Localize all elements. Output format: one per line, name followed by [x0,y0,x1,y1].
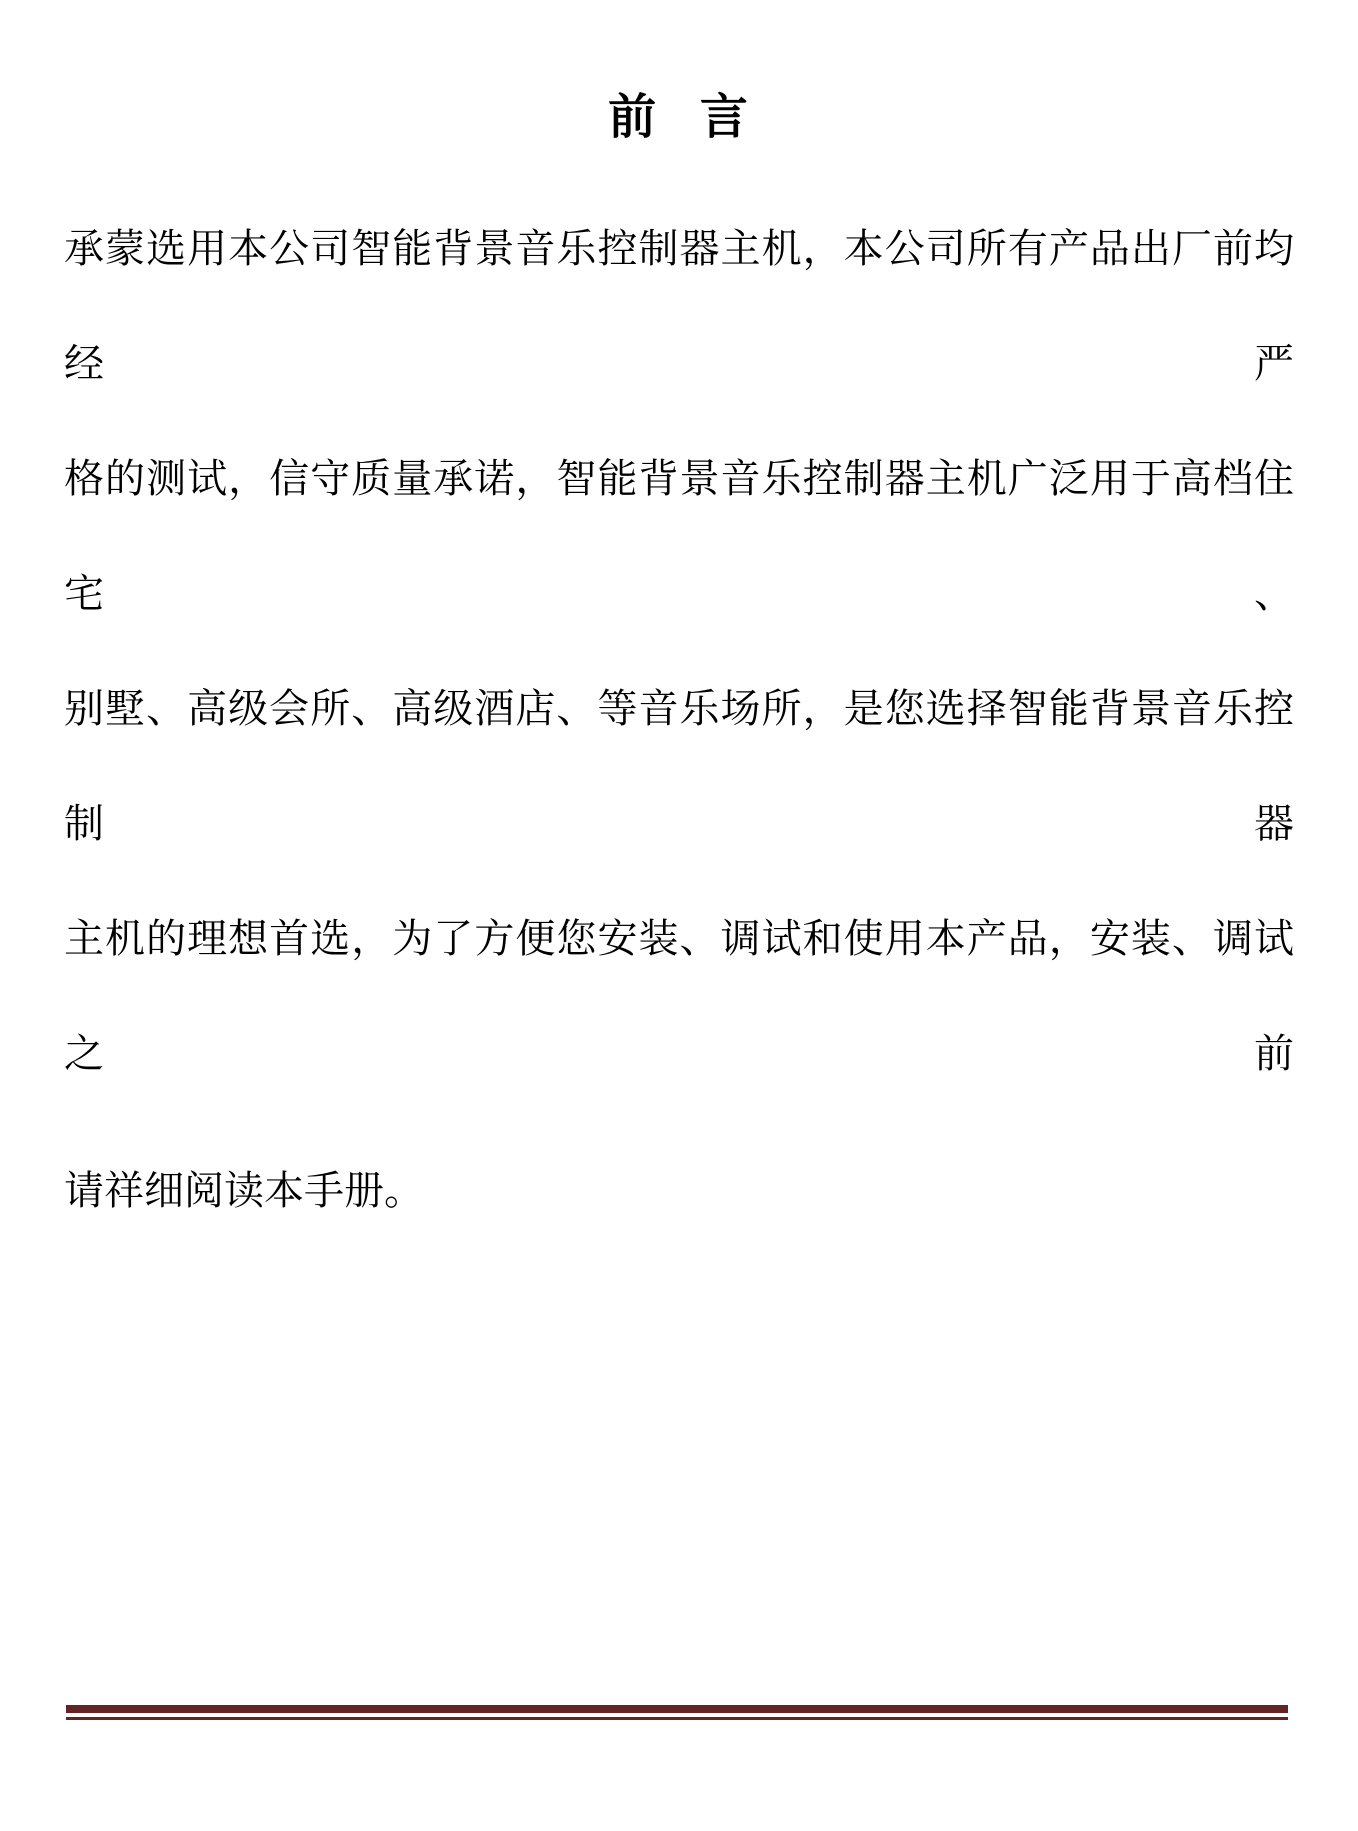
body-line: 请祥细阅读本手册。 [64,1169,424,1213]
body-line: 格的测试，信守质量承诺，智能背景音乐控制器主机广泛用于高档住宅、 [64,457,1294,616]
page-title: 前 言 [608,91,750,144]
body-line: 别墅、高级会所、高级酒店、等音乐场所，是您选择智能背景音乐控制器 [64,687,1294,846]
footer-border [66,1705,1288,1720]
body-line: 承蒙选用本公司智能背景音乐控制器主机，本公司所有产品出厂前均经严 [64,227,1294,386]
footer-rule-thick [66,1705,1288,1713]
footer-rule-thin [66,1717,1288,1720]
preface-paragraph [64,192,1294,1249]
body-line: 主机的理想首选，为了方便您安装、调试和使用本产品，安装、调试之前 [64,917,1294,1076]
